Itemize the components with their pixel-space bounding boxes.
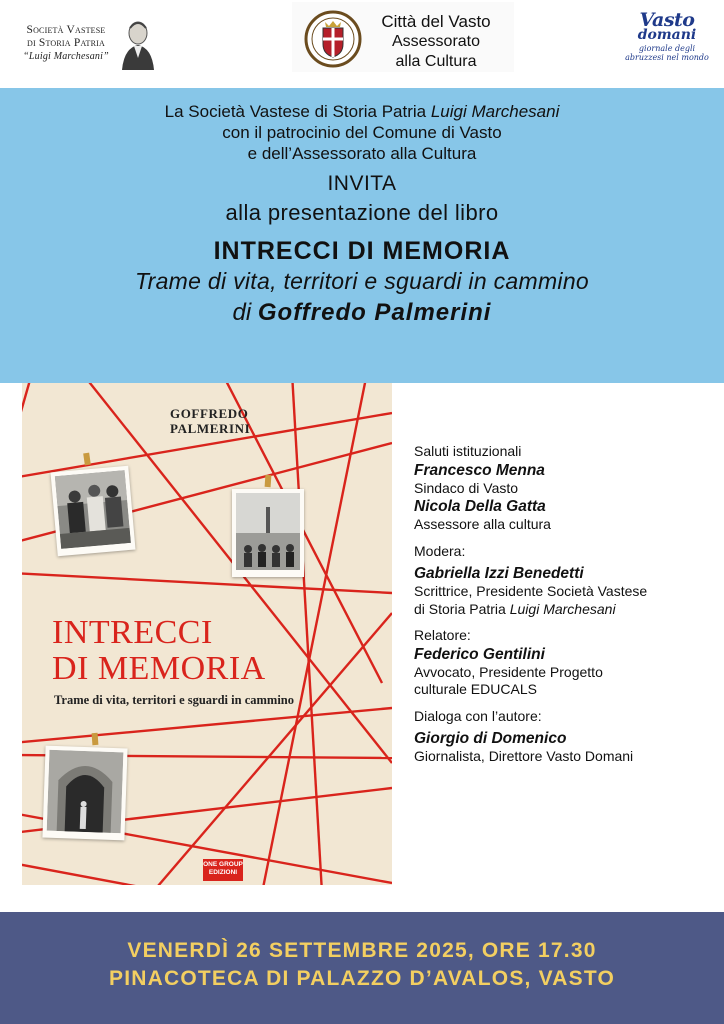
city-logo bbox=[292, 2, 514, 72]
landscape-photo-icon bbox=[236, 493, 300, 570]
society-line1: Società Vastese bbox=[26, 24, 106, 36]
photo-group-portrait bbox=[50, 466, 135, 556]
speaker-name: Federico Gentilini bbox=[414, 645, 545, 663]
society-logo bbox=[16, 18, 156, 74]
header-logos bbox=[0, 0, 724, 88]
speaker-role-line2: culturale EDUCALS bbox=[414, 681, 537, 697]
city-line1: Città del Vasto bbox=[381, 12, 491, 31]
speaker-role: Giornalista, Direttore Vasto Domani bbox=[414, 748, 634, 764]
speaker-role: Assessore alla cultura bbox=[414, 516, 551, 532]
moderator-role-italic: Luigi Marchesani bbox=[509, 600, 616, 617]
cover-author-last: PALMERINI bbox=[170, 421, 251, 436]
book-title: INTRECCI DI MEMORIA bbox=[213, 237, 511, 265]
photo-landscape bbox=[232, 489, 304, 577]
speaker-name: Nicola Della Gatta bbox=[414, 498, 546, 515]
group-photo-icon bbox=[55, 470, 131, 549]
dialog-label: Dialoga con l’autore: bbox=[414, 707, 542, 724]
cover-author bbox=[170, 406, 280, 436]
event-program bbox=[414, 443, 714, 766]
book-author bbox=[0, 297, 724, 329]
city-crest-icon bbox=[304, 10, 362, 68]
intro-line3: e dell’Assessorato alla Cultura bbox=[247, 144, 477, 163]
speaker-label: Relatore: bbox=[414, 627, 471, 643]
cover-title-line2: DI MEMORIA bbox=[52, 650, 266, 687]
city-line2: Assessorato bbox=[391, 33, 481, 50]
intro-line1 bbox=[0, 101, 724, 122]
society-name bbox=[16, 24, 116, 63]
newspaper-tagline: giornale degli abruzzesi nel mondo bbox=[625, 44, 709, 62]
society-line3: “Luigi Marchesani” bbox=[23, 51, 109, 62]
author-prefix: di bbox=[232, 299, 258, 326]
moderator-role-prefix: di Storia Patria bbox=[414, 600, 510, 617]
book-subtitle: Trame di vita, territori e sguardi in cammino bbox=[134, 268, 590, 294]
newspaper-sub: domani bbox=[637, 27, 697, 43]
intro-line1-italic: Luigi Marchesani bbox=[430, 102, 560, 121]
event-footer bbox=[0, 912, 724, 1024]
cover-title-line1: INTRECCI bbox=[52, 614, 213, 651]
book-cover bbox=[22, 383, 392, 885]
city-name bbox=[372, 12, 500, 72]
speaker-role-line1: Avvocato, Presidente Progetto bbox=[414, 663, 603, 680]
moderator-label: Modera: bbox=[414, 542, 466, 559]
intro-line1-prefix: La Società Vastese di Storia Patria bbox=[164, 102, 431, 121]
clothespin-icon bbox=[92, 733, 99, 745]
greetings-label: Saluti istituzionali bbox=[414, 443, 522, 459]
publisher-line1: ONE GROUP bbox=[203, 861, 243, 868]
newspaper-logo bbox=[622, 10, 712, 76]
intro-line2: con il patrocinio del Comune di Vasto bbox=[222, 123, 502, 142]
speaker-name: Francesco Menna bbox=[414, 461, 545, 479]
city-line3: alla Cultura bbox=[395, 53, 477, 70]
portrait-icon bbox=[120, 18, 156, 70]
author-name: Goffredo Palmerini bbox=[257, 299, 492, 326]
moderator-name: Gabriella Izzi Benedetti bbox=[414, 565, 584, 582]
event-venue: PINACOTECA DI PALAZZO D’AVALOS, VASTO bbox=[108, 967, 616, 990]
intro-band bbox=[0, 88, 724, 383]
cover-title bbox=[52, 615, 382, 687]
invita-heading: INVITA bbox=[327, 172, 397, 195]
newspaper-name: Vasto bbox=[639, 9, 695, 31]
cover-author-first: GOFFREDO bbox=[170, 406, 249, 421]
church-portal-photo-icon bbox=[47, 750, 124, 834]
presentation-line: alla presentazione del libro bbox=[225, 200, 499, 225]
publisher-line2: EDIZIONI bbox=[208, 869, 238, 876]
photo-church-portal bbox=[42, 746, 127, 841]
publisher-logo bbox=[203, 859, 243, 881]
speaker-name: Giorgio di Domenico bbox=[414, 730, 567, 747]
moderator-role-line1: Scrittrice, Presidente Società Vastese bbox=[414, 583, 648, 599]
cover-subtitle: Trame di vita, territori e sguardi in cammino bbox=[54, 693, 295, 707]
society-line2: di Storia Patria bbox=[26, 37, 106, 49]
speaker-role: Sindaco di Vasto bbox=[414, 479, 519, 496]
moderator-role-line2 bbox=[414, 601, 714, 619]
clothespin-icon bbox=[265, 475, 272, 487]
event-date: VENERDÌ 26 SETTEMBRE 2025, ORE 17.30 bbox=[127, 939, 597, 962]
